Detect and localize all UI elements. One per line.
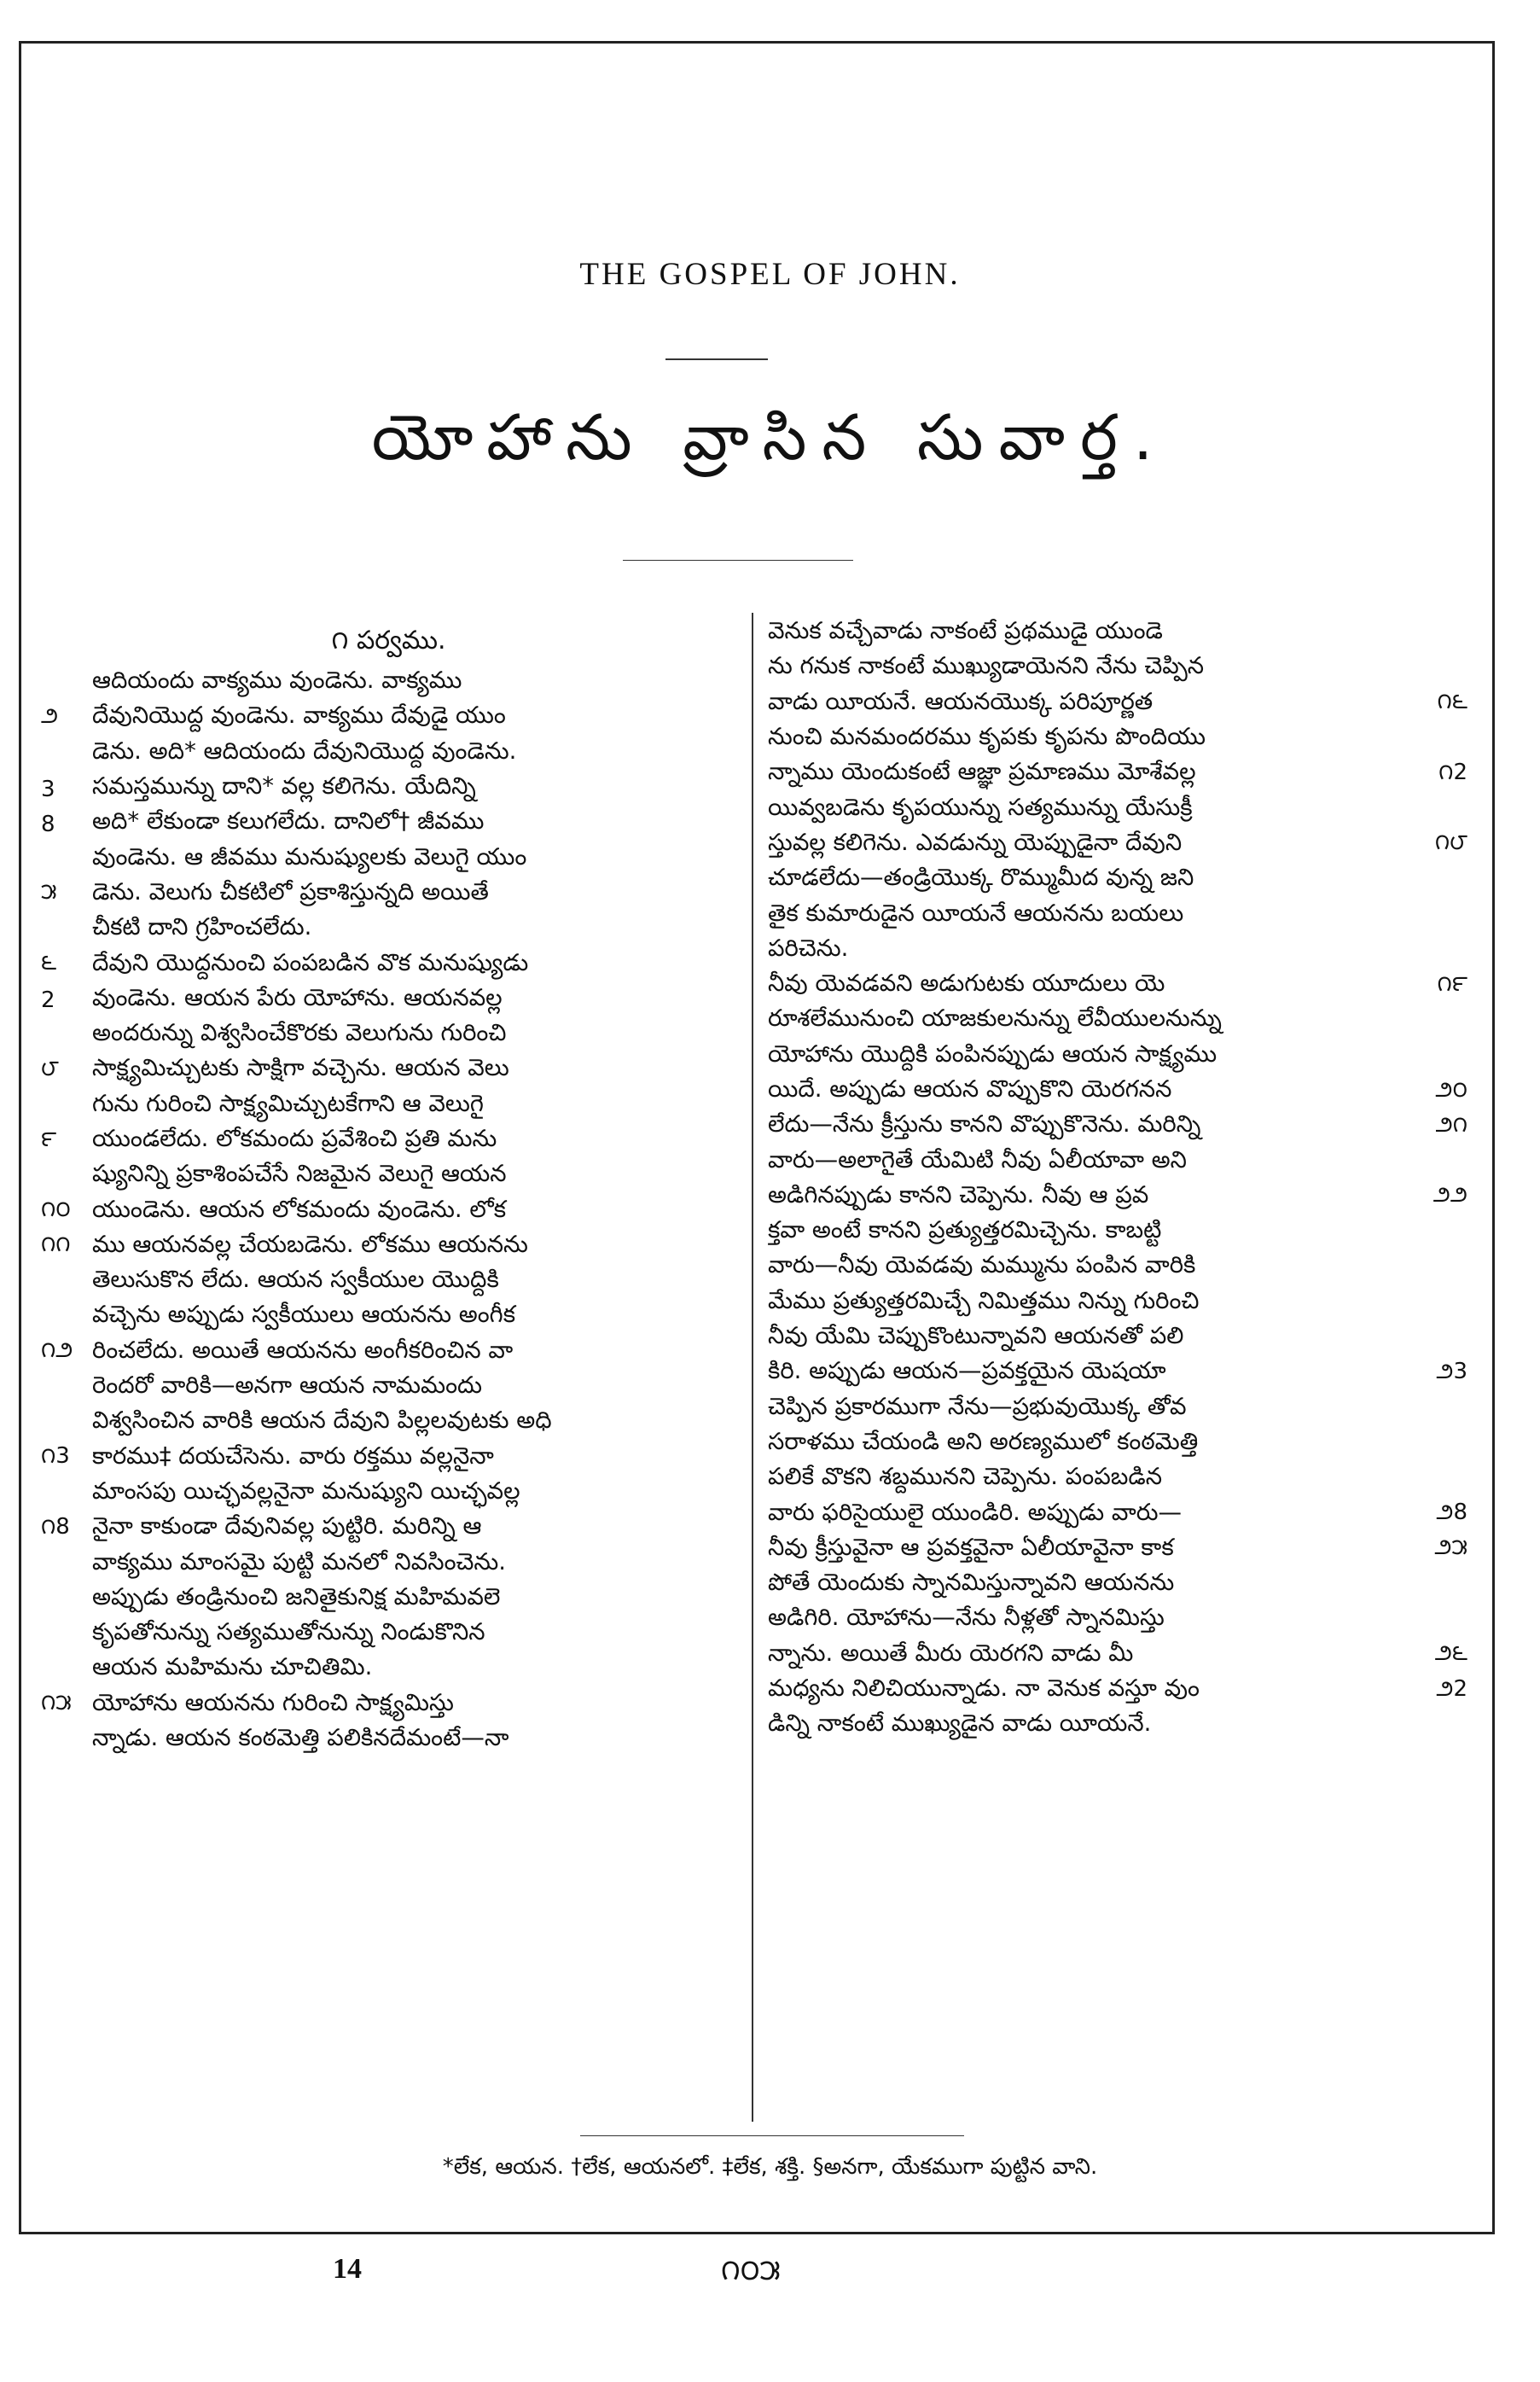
line-text: సాక్ష్యమిచ్చుటకు సాక్షిగా వచ్చెను. ఆయన వెలు (92, 1054, 509, 1082)
verse-number: ౨2 (1436, 1675, 1467, 1702)
line-text: తెలుసుకొన లేదు. ఆయన స్వకీయుల యొద్దికి (92, 1266, 499, 1294)
line-text: దేవునియొద్ద వుండెను. వాక్యము దేవుడై యుం (92, 702, 506, 730)
line-text: న్నాము యెందుకంటే ఆజ్ఞా ప్రమాణము మోశేవల్ల (768, 758, 1196, 786)
text-line (768, 757, 1467, 792)
line-text: వచ్చెను అప్పుడు స్వకీయులు ఆయనను అంగీక (92, 1301, 516, 1329)
verse-number: ౧౧ (41, 1232, 71, 1258)
text-line (41, 1159, 736, 1194)
title-rule (665, 358, 768, 360)
text-line (41, 1688, 736, 1723)
line-text: వాక్యము మాంసమై పుట్టి మనలో నివసించెను. (92, 1547, 506, 1575)
text-line (41, 737, 736, 772)
verse-number: ౧౮ (1434, 830, 1467, 856)
line-text: డెను. వెలుగు చీకటిలో ప్రకాశిస్తున్నది అయితే (92, 877, 489, 906)
text-line (768, 1109, 1467, 1144)
line-text: వెనుక వచ్చేవాడు నాకంటే ప్రథముడై యుండె (768, 617, 1163, 645)
text-line (768, 1004, 1467, 1039)
text-line (768, 934, 1467, 969)
text-line (41, 1723, 736, 1758)
line-text: వారు ఫరిసైయులై యుండిరి. అప్పుడు వారు— (768, 1498, 1183, 1526)
footnote-rule (580, 2135, 964, 2136)
line-text: పరిచెను. (768, 934, 849, 962)
text-line (768, 969, 1467, 1004)
verse-number: ౨3 (1436, 1358, 1467, 1384)
line-text: కిరి. అప్పుడు ఆయన—ప్రవక్తయైన యెషయా (768, 1357, 1166, 1385)
text-line (41, 877, 736, 912)
text-line (41, 1617, 736, 1652)
line-text: విశ్వసించిన వారికి ఆయన దేవుని పిల్లలవుటకు అధి (92, 1406, 552, 1435)
line-text: అది* లేకుండా కలుగలేదు. దానిలో† జీవము (92, 807, 485, 836)
line-text: నీవు క్రీస్తువైనా ఆ ప్రవక్తవైనా ఏలీయావైనా కాక (768, 1533, 1174, 1561)
line-text: ఆదియందు వాక్యము వుండెను. వాక్యము (92, 667, 462, 695)
text-line (768, 1497, 1467, 1532)
page-number: 14 (333, 2253, 362, 2285)
line-text: ఆయన మహిమను చూచితిమి. (92, 1653, 373, 1681)
text-line (768, 1639, 1467, 1674)
english-title: THE GOSPEL OF JOHN. (579, 257, 961, 292)
line-text: మధ్యను నిలిచియున్నాడు. నా వెనుక వస్తూ వుం (768, 1674, 1200, 1703)
line-text: దేవుని యొద్దనుంచి పంపబడిన వొక మనుష్యుడు (92, 948, 529, 976)
text-line (768, 828, 1467, 863)
text-line (41, 1336, 736, 1371)
text-line (41, 807, 736, 842)
line-text: కృపతోనున్ను సత్యముతోనున్ను నిండుకొనిన (92, 1618, 485, 1646)
text-line (41, 1053, 736, 1088)
text-line (41, 1230, 736, 1265)
line-text: ష్యునిన్ని ప్రకాశింపచేసే నిజమైన వెలుగై ఆయన (92, 1160, 507, 1188)
text-line (41, 1194, 736, 1229)
text-line (41, 1511, 736, 1546)
line-text: మేము ప్రత్యుత్తరమిచ్చే నిమిత్తము నిన్ను గురించి (768, 1286, 1200, 1314)
verse-number: ౬ (41, 950, 57, 976)
line-text: పోతే యెందుకు స్నానమిస్తున్నావని ఆయనను (768, 1569, 1175, 1597)
line-text: సరాళము చేయండి అని అరణ్యములో కంఠమెత్తి (768, 1427, 1199, 1455)
text-line (768, 722, 1467, 757)
verse-number: ౧౦ (41, 1197, 71, 1223)
verse-number: ౧౬ (1437, 689, 1467, 715)
line-text: అప్పుడు తండ్రినుంచి జనితైకునిక్ష మహిమవలె (92, 1582, 501, 1610)
line-text: చెప్పిన ప్రకారముగా నేను—ప్రభువుయొక్క తోవ (768, 1392, 1187, 1420)
line-text: యివ్వబడెను కృపయున్ను సత్యమున్ను యేసుక్రీ (768, 793, 1193, 821)
verse-number: 8 (41, 811, 55, 837)
verse-number: ౫ (41, 879, 57, 906)
line-text: వుండెను. ఆయన పేరు యోహాను. ఆయనవల్ల (92, 983, 503, 1011)
text-line (768, 651, 1467, 686)
text-line (41, 947, 736, 982)
text-line (768, 1356, 1467, 1391)
verse-number: ౨౦ (1435, 1076, 1467, 1103)
line-text: కారము‡ దయచేసెను. వారు రక్తము వల్లనైనా (92, 1441, 494, 1470)
text-line (41, 1652, 736, 1687)
verse-number: ౧౯ (1437, 970, 1467, 997)
line-text: వారు—నీవు యెవడవు మమ్మును పంపిన వారికి (768, 1251, 1196, 1279)
line-text: లేదు—నేను క్రీస్తును కానని వొప్పుకొనెను. మరిన్ని (768, 1110, 1201, 1139)
verse-number: ౧2 (1438, 759, 1467, 785)
text-line (41, 1476, 736, 1511)
text-line (768, 1427, 1467, 1462)
text-line (41, 1018, 736, 1053)
verse-number: ౧8 (41, 1513, 70, 1540)
text-line (768, 1603, 1467, 1638)
line-text: డెను. అది* ఆదియందు దేవునియొద్ద వుండెను. (92, 737, 517, 765)
line-text: నీవు యెవడవని అడుగుటకు యూదులు యె (768, 970, 1165, 998)
line-text: యోహాను యొద్దికి పంపినప్పుడు ఆయన సాక్ష్యము (768, 1040, 1217, 1068)
text-line (41, 1124, 736, 1159)
verse-number: ౧౨ (41, 1337, 73, 1364)
text-line (41, 701, 736, 736)
text-line (768, 1040, 1467, 1075)
text-line (768, 1321, 1467, 1356)
text-line (41, 666, 736, 701)
column-divider (752, 613, 753, 2122)
title-rule-lower (623, 560, 853, 561)
verse-number: ౨8 (1436, 1500, 1467, 1526)
chapter-heading: ౧ పర్వము. (331, 626, 446, 655)
text-line (41, 1406, 736, 1441)
verse-number: ౨౧ (1435, 1111, 1467, 1138)
line-text: వారు—అలాగైతే యేమిటి నీవు ఏలీయావా అని (768, 1145, 1187, 1174)
text-line (768, 863, 1467, 898)
line-text: సమస్తమున్ను దాని* వల్ల కలిగెను. యేదిన్ని (92, 772, 476, 801)
verse-number: ౨ (41, 702, 59, 729)
text-line (41, 912, 736, 947)
text-line (768, 1462, 1467, 1497)
line-text: మాంసపు యిచ్ఛవల్లనైనా మనుష్యుని యిచ్ఛవల్ల (92, 1476, 520, 1505)
line-text: వాడు యీయనే. ఆయనయొక్క పరిపూర్ణత (768, 687, 1154, 715)
text-line (768, 1250, 1467, 1285)
left-column (41, 616, 736, 1758)
line-text: వుండెను. ఆ జీవము మనుష్యులకు వెలుగై యుం (92, 842, 527, 871)
footnotes: *లేక, ఆయన. †లేక, ఆయనలో. ‡లేక, శక్తి. §అనగా, యేకముగా పుట్టిన వాని. (442, 2154, 1098, 2180)
line-text: అడిగినప్పుడు కానని చెప్పెను. నీవు ఆ ప్రవ (768, 1180, 1149, 1208)
telugu-page-number: ౧౦౫ (721, 2253, 781, 2287)
line-text: యుండెను. ఆయన లోకమందు వుండెను. లోక (92, 1195, 507, 1223)
line-text: అడిగిరి. యోహాను—నేను నీళ్లతో స్నానమిస్తు (768, 1604, 1165, 1632)
line-text: ను గనుక నాకంటే ముఖ్యుడాయెనని నేను చెప్పిన (768, 652, 1205, 680)
text-line (41, 983, 736, 1018)
line-text: యోహాను ఆయనను గురించి సాక్ష్యమిస్తు (92, 1688, 454, 1716)
line-text: రూశలేమునుంచి యాజకులనున్ను లేవీయులనున్ను (768, 1005, 1222, 1033)
verse-number: ౨౨ (1432, 1182, 1467, 1208)
verse-number: ౨౫ (1434, 1535, 1467, 1561)
text-line (41, 1300, 736, 1335)
text-line (768, 616, 1467, 651)
line-text: అందరున్ను విశ్వసించేకొరకు వెలుగును గురించి (92, 1019, 507, 1047)
line-text: చూడలేదు—తండ్రియొక్క రొమ్ముమీద వున్న జని (768, 864, 1194, 892)
text-line (768, 1144, 1467, 1179)
text-line (41, 842, 736, 877)
line-text: చీకటి దాని గ్రహించలేదు. (92, 913, 312, 941)
right-column (768, 616, 1467, 1744)
text-line (768, 1709, 1467, 1744)
line-text: రించలేదు. అయితే ఆయనను అంగీకరించిన వా (92, 1336, 514, 1364)
text-line (768, 1533, 1467, 1568)
verse-number: ౯ (41, 1126, 57, 1152)
text-line (41, 1265, 736, 1300)
text-line (768, 898, 1467, 933)
text-line (41, 1546, 736, 1581)
text-line (768, 792, 1467, 827)
text-line (41, 772, 736, 807)
text-line (41, 1371, 736, 1406)
verse-number: 3 (41, 776, 55, 802)
line-text: నీవు యేమి చెప్పుకొంటున్నావని ఆయనతో పలి (768, 1322, 1184, 1350)
text-line (41, 1089, 736, 1124)
line-text: పలికే వొకని శబ్దమునని చెప్పెను. పంపబడిన (768, 1463, 1163, 1491)
line-text: గును గురించి సాక్ష్యమిచ్చుటకేగాని ఆ వెలుగై (92, 1089, 484, 1117)
line-text: యుండలేదు. లోకమందు ప్రవేశించి ప్రతి మను (92, 1125, 497, 1152)
text-line (768, 1286, 1467, 1321)
line-text: తైక కుమారుడైన యీయనే ఆయనను బయలు (768, 899, 1184, 927)
text-line (768, 1674, 1467, 1709)
verse-number: ౮ (41, 1055, 59, 1081)
text-line (768, 687, 1467, 722)
line-text: క్తవా అంటే కానని ప్రత్యుత్తరమిచ్చెను. కాబట్టి (768, 1216, 1162, 1244)
text-line (768, 1392, 1467, 1427)
text-line (41, 1441, 736, 1476)
line-text: నైనా కాకుండా దేవునివల్ల పుట్టిరి. మరిన్ని ఆ (92, 1512, 482, 1540)
line-text: యిదే. అప్పుడు ఆయన వొప్పుకొని యెరగనన (768, 1075, 1172, 1103)
verse-number: ౧౫ (41, 1690, 72, 1716)
line-text: రెందరో వారికి—అనగా ఆయన నామమందు (92, 1372, 482, 1400)
line-text: ము ఆయనవల్ల చేయబడెను. లోకము ఆయనను (92, 1230, 528, 1258)
verse-number: ౨౬ (1434, 1640, 1467, 1667)
line-text: నుంచి మనమందరము కృపకు కృపను పొందియు (768, 723, 1206, 751)
line-text: న్నాడు. ఆయన కంఠమెత్తి పలికినదేమంటే—నా (92, 1724, 509, 1752)
verse-number: ౧3 (41, 1443, 70, 1470)
line-text: స్తువల్ల కలిగెను. ఎవడున్ను యెప్పుడైనా దేవుని (768, 828, 1183, 856)
verse-number: 2 (41, 987, 55, 1014)
line-text: డిన్ని నాకంటే ముఖ్యుడైన వాడు యీయనే. (768, 1709, 1152, 1738)
text-line (768, 1215, 1467, 1250)
text-line (768, 1180, 1467, 1215)
text-line (768, 1568, 1467, 1603)
text-line (768, 1075, 1467, 1109)
line-text: న్నాను. అయితే మీరు యెరగని వాడు మీ (768, 1639, 1134, 1667)
telugu-title: యోహాను వ్రాసిన సువార్త. (371, 401, 1169, 475)
text-line (41, 1582, 736, 1617)
